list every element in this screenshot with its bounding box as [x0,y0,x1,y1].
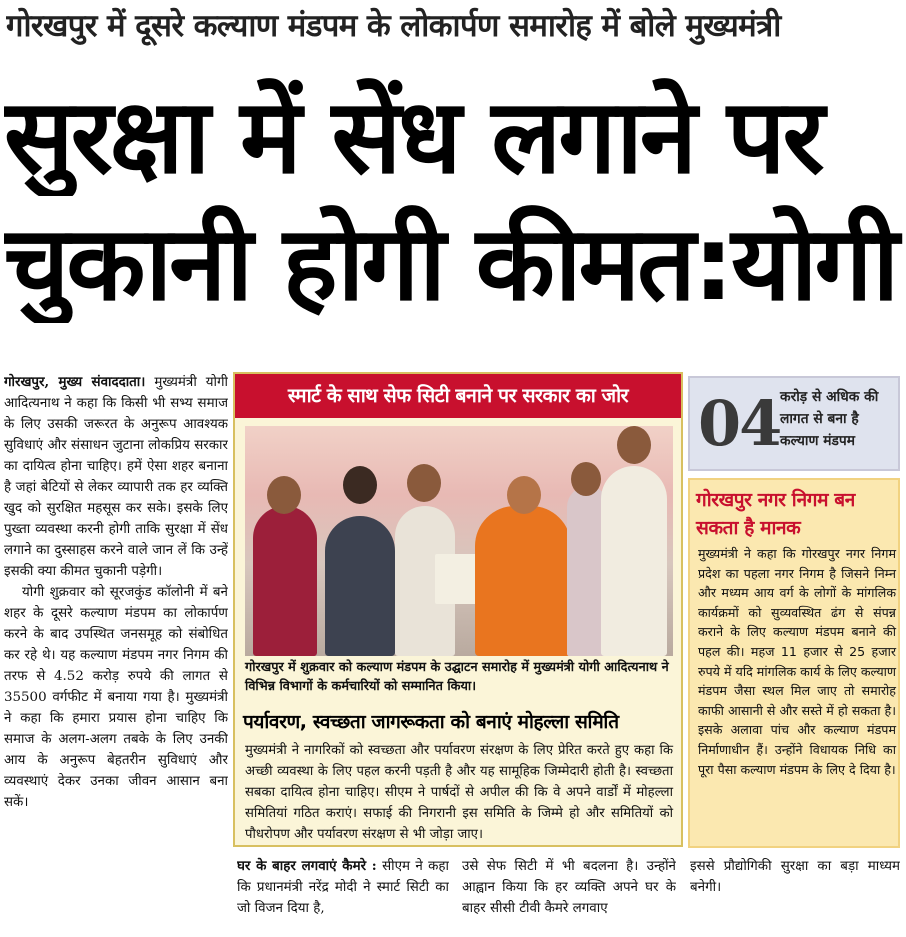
bottom-column-2: उसे सेफ सिटी में भी बदलना है। उन्होंने आह्वान किया कि हर व्यक्ति अपने घर के बाहर सीसी टीवी कैमरे लगवाए [462,859,676,916]
byline: गोरखपुर, मुख्य संवाददाता। [4,374,146,390]
photo-figure [475,506,571,656]
photo-feature-box [233,372,683,847]
event-photo [245,426,673,656]
photo-box-title: स्मार्ट के साथ सेफ सिटी बनाने पर सरकार का जोर [235,374,681,418]
bottom-column-1 [237,856,449,936]
photo-figure-head [267,476,301,514]
photo-figure-head [407,464,441,502]
sub-story-title: पर्यावरण, स्वच्छता जागरूकता को बनाएं मोहल्ला समिति [243,711,619,733]
side-story-box [688,478,900,848]
stat-box [688,376,900,471]
photo-figure-head [507,476,541,514]
side-story-title: गोरखपुर नगर निगम बन सकता है मानक [696,489,855,539]
left-paragraph-1: मुख्यमंत्री योगी आदित्यनाथ ने कहा कि किसी भी सभ्य समाज के लिए उसकी जरूरत के अनुरूप आवश्यक सुविधाएं और संसाधन जुटाना लोकप्रिय सरकार का दायित्व होना चाहिए। हमें ऐसा शहर बनाना है जहां बेटियों से लेकर व्यापारी तक हर व्यक्ति खुद को सुरक्षित महसूस कर सके। इसके लिए पुख्ता व्यवस्था करनी होगी ताकि सुरक्षा में सेंध लगाने का दुस्साहस करने वाले जान लें कि उन्हें इसकी क्या कीमत चुकानी पड़ेगी। [4,375,228,579]
bottom-column-1-text: सीएम ने कहा कि प्रधानमंत्री नरेंद्र मोदी ने स्मार्ट सिटी का जो विजन दिया है, [237,859,449,916]
photo-caption: गोरखपुर में शुक्रवार को कल्याण मंडपम के उद्घाटन समारोह में मुख्यमंत्री योगी आदित्यनाथ ने विभिन्न विभागों के कर्मचारियों को सम्मानित किया। [245,660,669,694]
photo-figure-head [617,426,651,464]
bottom-subhead: घर के बाहर लगवाएं कैमरे : [237,858,377,874]
left-paragraph-2: योगी शुक्रवार को सूरजकुंड कॉलोनी में बने शहर के दूसरे कल्याण मंडपम का लोकार्पण करने के बाद उपस्थित जनसमूह को संबोधित कर रहे थे। यह कल्याण मंडपम नगर निगम की तरफ से 4.52 करोड़ रुपये की लागत से 35500 वर्गफीट में बनाया गया है। मुख्यमंत्री ने कहा कि हमारा प्रयास होना चाहिए कि समाज के अलग-अलग तबके के लिए उनकी आय के अनुरूप बेहतरीन सुविधाएं और व्यवस्थाएं देकर उनका जीवन आसान बना सकें। [4,585,228,810]
photo-figure-head [343,466,377,504]
stat-text: करोड़ से अधिक की लागत से बना है कल्याण मंडपम [780,389,879,449]
side-story-body: मुख्यमंत्री ने कहा कि गोरखपुर नगर निगम प्रदेश का पहला नगर निगम है जिसने निम्न और मध्यम आय वर्ग के लोगों के मांगलिक कार्यक्रमों को सुव्यवस्थित ढंग से संपन्न कराने के लिए कल्याण मंडपम बनाने की पहल की। महज 11 हजार से 25 हजार रुपये में यदि मांगलिक कार्य के लिए कल्याण मंडपम जैसा स्थल मिल जाए तो समारोह काफी आसानी से और सस्ते में हो सकता है। इसके अलावा पांच और कल्याण मंडपम निर्माणाधीन हैं। उन्होंने विधायक निधि का पूरा पैसा कल्याण मंडपम के लिए दे दिया है। [698,546,896,777]
bottom-column-3: इससे प्रौद्योगिकी सुरक्षा का बड़ा माध्यम बनेगी। [690,859,900,895]
photo-figure [253,506,317,656]
sub-story-body: मुख्यमंत्री ने नागरिकों को स्वच्छता और पर्यावरण संरक्षण के लिए प्रेरित करते हुए कहा कि अच्छी व्यवस्था के लिए पहल करनी पड़ती है और यह सामूहिक जिम्मेदारी होती है। स्वच्छता सबका दायित्व होना चाहिए। सीएम ने पार्षदों से अपील की कि वे अपने वार्डों में मोहल्ला समितियां गठित कराएं। सफाई की निगरानी इस समिति के जिम्मे हो और समितियों को पौधरोपण और पर्यावरण संरक्षण से भी जोड़ा जाए। [245,743,673,842]
main-headline-line-1: सुरक्षा में सेंध लगाने पर [4,78,822,196]
kicker-headline: गोरखपुर में दूसरे कल्याण मंडपम के लोकार्पण समारोह में बोले मुख्यमंत्री [6,8,781,44]
photo-figure-head [571,462,601,496]
photo-figure [325,516,395,656]
stat-number: 04 [698,387,781,460]
photo-figure [601,466,667,656]
left-article-column [4,372,228,932]
main-headline-line-2: चुकानी होगी कीमत:योगी [4,205,897,323]
